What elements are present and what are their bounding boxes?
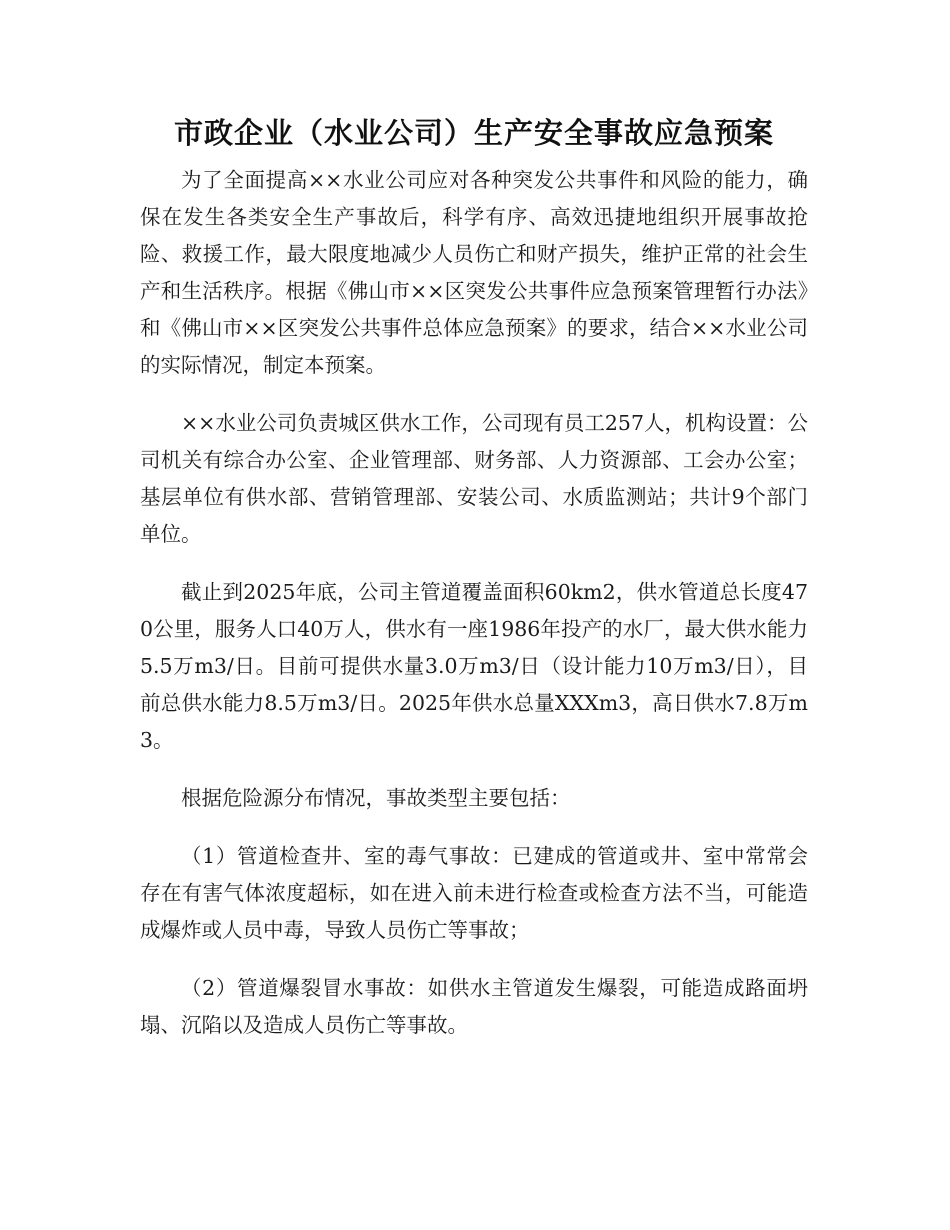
paragraph-pipe-burst-accident: （2）管道爆裂冒水事故：如供水主管道发生爆裂，可能造成路面坍塌、沉陷以及造成人员伤亡等事故。 xyxy=(140,976,808,1037)
paragraph-accident-types-intro: 根据危险源分布情况，事故类型主要包括： xyxy=(181,786,571,810)
paragraph-toxic-gas-accident: （1）管道检查井、室的毒气事故：已建成的管道或井、室中常常会存在有害气体浓度超标，如在进入前未进行检查或检查方法不当，可能造成爆炸或人员中毒，导致人员伤亡等事故； xyxy=(140,844,808,942)
paragraph-purpose: 为了全面提高××水业公司应对各种突发公共事件和风险的能力，确保在发生各类安全生产事故后，科学有序、高效迅捷地组织开展事故抢险、救援工作，最大限度地减少人员伤亡和财产损失，维护正常的社会生产和生活秩序。根据《佛山市××区突发公共事件应急预案管理暂行办法》和《佛山市××区突发公共事件总体应急预案》的要求，结合××水业公司的实际情况，制定本预案。 xyxy=(140,168,808,377)
paragraph-water-supply-stats: 截止到2025年底，公司主管道覆盖面积60km2，供水管道总长度470公里，服务人口40万人，供水有一座1986年投产的水厂，最大供水能力5.5万m3/日。目前可提供水量3.0万m3/日（设计能力10万m3/日），目前总供水能力8.5万m3/日。2025年供水总量XXXm3，高日供水7.8万m3。 xyxy=(140,580,808,752)
document-page xyxy=(140,110,808,1065)
paragraph-company-overview: ××水业公司负责城区供水工作，公司现有员工257人，机构设置：公司机关有综合办公室、企业管理部、财务部、人力资源部、工会办公室；基层单位有供水部、营销管理部、安装公司、水质监测站；共计9个部门单位。 xyxy=(140,411,808,546)
document-title: 市政企业（水业公司）生产安全事故应急预案 xyxy=(173,116,774,150)
